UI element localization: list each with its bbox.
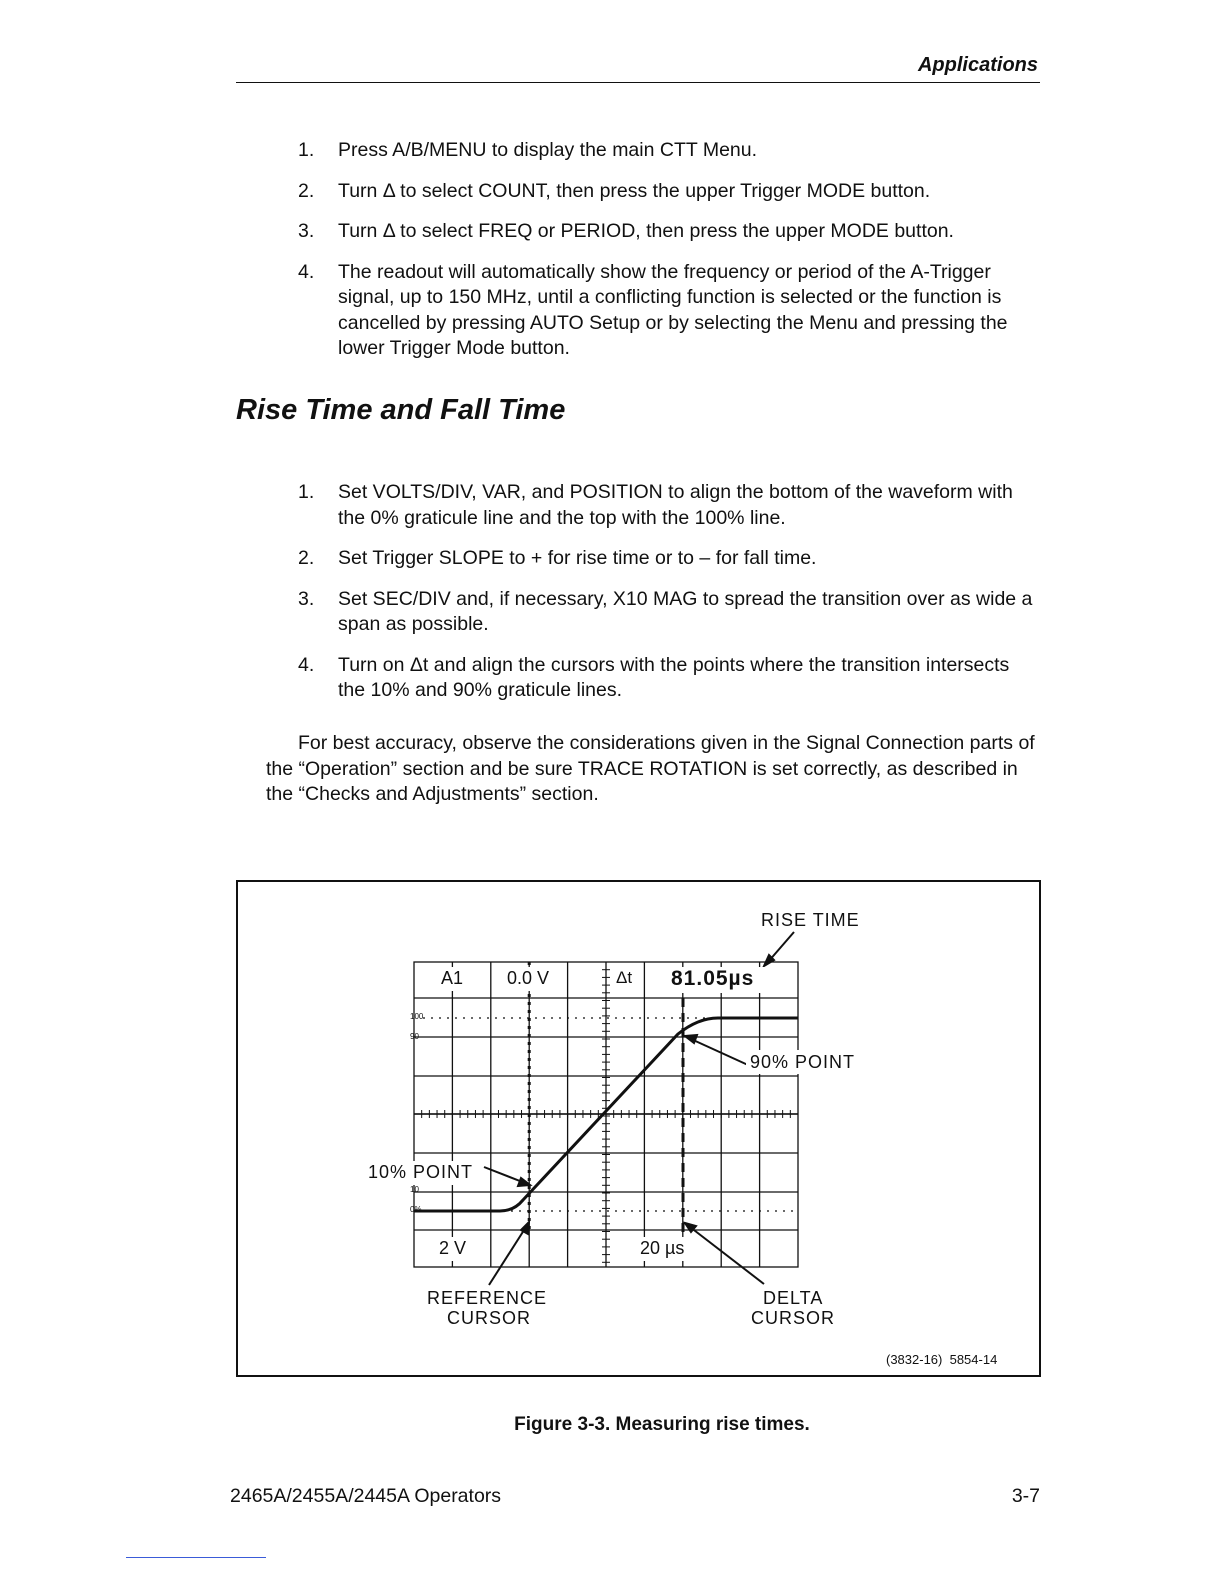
step-number: 3. <box>298 220 315 242</box>
figure-reference-code: (3832-16) 5854-14 <box>886 1352 998 1367</box>
step-number: 1. <box>298 481 315 503</box>
header-rule <box>236 82 1040 83</box>
oscilloscope-diagram <box>238 882 1039 1375</box>
list-item <box>270 546 1040 572</box>
list-item <box>270 138 1040 164</box>
step-text: Set SEC/DIV and, if necessary, X10 MAG to spread the transition over as wide a span as possible. <box>338 587 1033 635</box>
list-item <box>270 179 1040 205</box>
step-text: Set Trigger SLOPE to + for rise time or to – for fall time. <box>338 547 817 569</box>
step-text: Turn Δ to select COUNT, then press the upper Trigger MODE button. <box>338 179 931 202</box>
step-number: 2. <box>298 179 315 202</box>
list-item <box>270 480 1040 531</box>
reference-cursor-label-1: REFERENCE <box>427 1288 548 1308</box>
step-text: The readout will automatically show the frequency or period of the A-Trigger signal, up to 150 MHz, until a conflicting function is selected or the function is cancelled by pressing AUTO Setup or by selecting the Menu and pressing the lower Trigger Mode button. <box>338 260 1008 359</box>
sec-div-readout: 20 µs <box>640 1238 685 1258</box>
step-number: 4. <box>298 260 315 283</box>
reference-cursor-label-2: CURSOR <box>447 1308 532 1328</box>
page-header-title: Applications <box>917 54 1038 76</box>
mark-90: 90 <box>410 1032 419 1041</box>
mark-10: 10 <box>410 1185 419 1194</box>
ctt-steps-list <box>270 138 1040 377</box>
footer-manual-title: 2465A/2455A/2445A Operators <box>230 1485 502 1507</box>
list-item <box>270 587 1040 638</box>
rise-time-label: RISE TIME <box>761 910 860 930</box>
rise-time-steps-list <box>270 480 1040 719</box>
volts-div-readout: 2 V <box>439 1238 467 1258</box>
step-number: 4. <box>298 653 315 676</box>
footer-page-number: 3-7 <box>1011 1485 1040 1507</box>
delta-value-readout: 81.05µs <box>671 967 755 990</box>
step-number: 1. <box>298 139 315 161</box>
point-90-label: 90% POINT <box>750 1052 856 1072</box>
channel-readout: A1 <box>441 968 464 988</box>
step-text: Turn on Δt and align the cursors with the points where the transition intersects the 10% and 90% graticule lines. <box>338 653 1010 701</box>
delta-symbol-readout: Δt <box>616 968 633 987</box>
list-item <box>270 260 1040 362</box>
figure-caption: Figure 3-3. Measuring rise times. <box>514 1414 810 1435</box>
offset-readout: 0.0 V <box>507 968 550 988</box>
section-heading: Rise Time and Fall Time <box>236 394 566 426</box>
step-text: Press A/B/MENU to display the main CTT Menu. <box>338 139 758 161</box>
footnote-rule <box>126 1557 266 1558</box>
list-item <box>270 653 1040 704</box>
mark-100: 100 <box>410 1012 424 1021</box>
figure-rise-time <box>236 880 1041 1377</box>
step-text: Set VOLTS/DIV, VAR, and POSITION to align the bottom of the waveform with the 0% graticule line and the top with the 100% line. <box>338 481 1013 529</box>
mark-0: 0% <box>410 1205 422 1214</box>
accuracy-paragraph: For best accuracy, observe the considerations given in the Signal Connection parts of the “Operation” section and be sure TRACE ROTATION is set correctly, as described in the “Checks and Adjustments” section. <box>266 732 1035 805</box>
step-text: Turn Δ to select FREQ or PERIOD, then press the upper MODE button. <box>338 220 954 242</box>
list-item <box>270 219 1040 245</box>
point-10-label: 10% POINT <box>368 1162 474 1182</box>
step-number: 2. <box>298 547 315 569</box>
delta-cursor-label-2: CURSOR <box>751 1308 836 1328</box>
delta-cursor-label-1: DELTA <box>763 1288 824 1308</box>
step-number: 3. <box>298 587 315 610</box>
